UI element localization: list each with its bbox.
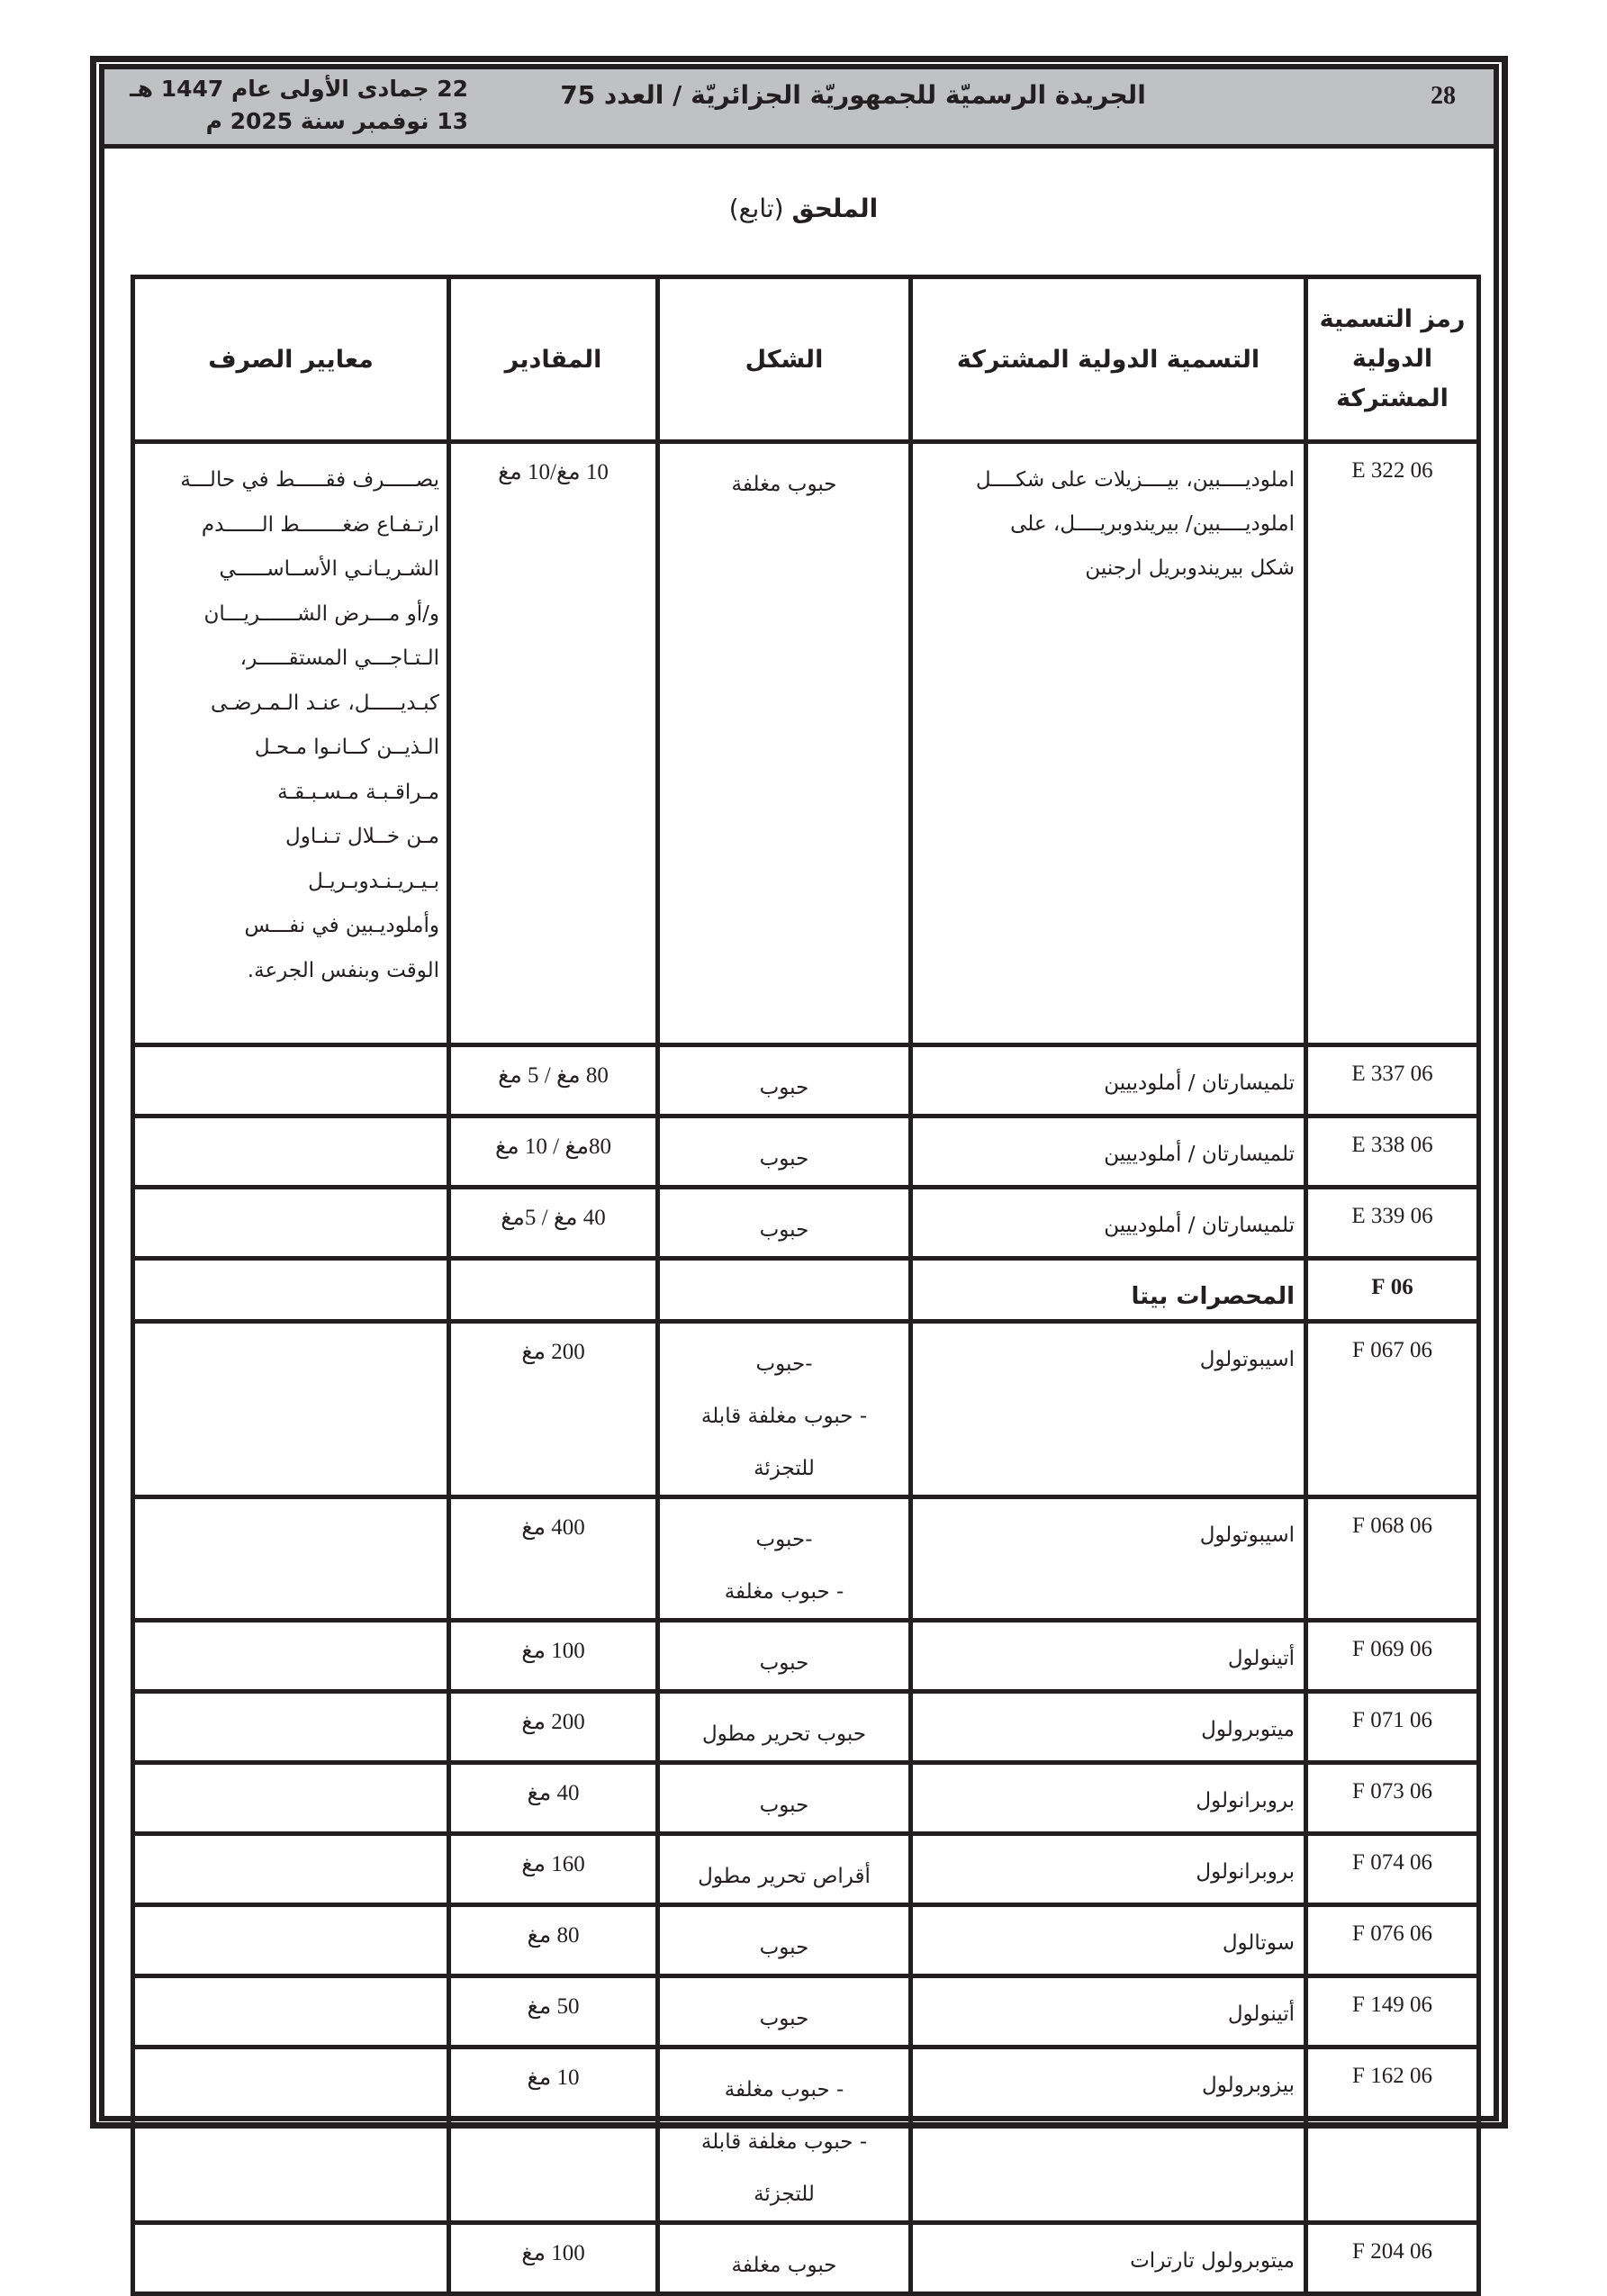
cell-form-line: حبوب تحرير مطول bbox=[701, 1722, 867, 1746]
annex-subtitle: (تابع) bbox=[728, 194, 784, 223]
cell-form bbox=[658, 2047, 911, 2223]
cell-form bbox=[658, 1188, 911, 1259]
table-row bbox=[133, 1045, 1479, 1116]
cell-criteria bbox=[133, 1834, 449, 1905]
cell-form bbox=[658, 1259, 911, 1322]
cell-dci bbox=[911, 1905, 1306, 1976]
medication-table bbox=[131, 275, 1481, 2296]
cell-dci bbox=[911, 1763, 1306, 1834]
cell-criteria-line: الوقت وبنفس الجرعة. bbox=[247, 958, 439, 982]
cell-dose: 80 مغ bbox=[449, 1905, 658, 1976]
cell-code: 06 F 204 bbox=[1306, 2223, 1479, 2294]
annex-heading bbox=[0, 194, 1607, 223]
cell-criteria-line: وأملوديـبين في نفـــس bbox=[244, 914, 439, 937]
cell-dci-line: ميتوبرولول bbox=[1201, 1718, 1295, 1741]
cell-form bbox=[658, 1905, 911, 1976]
cell-form-line: - حبوب مغلفة قابلة bbox=[700, 1405, 868, 1428]
cell-criteria-line: الـذيــن كــانـوا مـحـل bbox=[254, 736, 439, 759]
cell-criteria-line: كبـديـــــل، عنـد الـمـرضـى bbox=[210, 691, 439, 715]
cell-dose: 80 مغ / 5 مغ bbox=[449, 1045, 658, 1116]
cell-criteria bbox=[133, 1497, 449, 1621]
cell-dose: 80مغ / 10 مغ bbox=[449, 1116, 658, 1188]
header-line: الدولية bbox=[1351, 345, 1433, 373]
table-row bbox=[133, 442, 1479, 1045]
cell-form-line: أقراص تحرير مطول bbox=[698, 1865, 871, 1888]
cell-form-line: - حبوب مغلفة bbox=[724, 1580, 844, 1604]
cell-criteria-line: مـن خــلال تـنـاول bbox=[285, 825, 439, 848]
table-body bbox=[133, 442, 1479, 2294]
header-line: رمز التسمية bbox=[1319, 305, 1466, 333]
cell-dci bbox=[911, 1188, 1306, 1259]
cell-code: 06 F 076 bbox=[1306, 1905, 1479, 1976]
cell-dci bbox=[911, 1834, 1306, 1905]
cell-criteria bbox=[133, 1905, 449, 1976]
table-row bbox=[133, 1692, 1479, 1763]
cell-form-line: حبوب مغلفة bbox=[731, 473, 837, 496]
cell-criteria-line: و/أو مـــرض الشــــــريـــان bbox=[203, 601, 439, 626]
cell-code: 06 E 339 bbox=[1306, 1188, 1479, 1259]
cell-code: 06 F 162 bbox=[1306, 2047, 1479, 2223]
cell-form-line: - حبوب مغلفة bbox=[724, 2078, 844, 2102]
cell-form-line: حبوب bbox=[759, 1147, 809, 1171]
cell-form bbox=[658, 1763, 911, 1834]
cell-dose: 100 مغ bbox=[449, 1621, 658, 1692]
column-header-form: الشكل bbox=[658, 277, 911, 442]
cell-dci-line: تلميسارتان / أملودييين bbox=[1104, 1143, 1295, 1166]
table-row bbox=[133, 2047, 1479, 2223]
cell-code: 06 F 071 bbox=[1306, 1692, 1479, 1763]
cell-dci bbox=[911, 2223, 1306, 2294]
cell-code: 06 E 322 bbox=[1306, 442, 1479, 1045]
cell-dose: 200 مغ bbox=[449, 1322, 658, 1497]
cell-form-line: حبوب مغلفة bbox=[731, 2254, 837, 2277]
cell-dose: 200 مغ bbox=[449, 1692, 658, 1763]
cell-code: 06 E 338 bbox=[1306, 1116, 1479, 1188]
cell-dci bbox=[911, 1692, 1306, 1763]
table-row bbox=[133, 2223, 1479, 2294]
annex-title: الملحق bbox=[791, 194, 879, 223]
cell-form bbox=[658, 1116, 911, 1188]
cell-form-line: حبوب bbox=[759, 1936, 809, 1959]
cell-form-line: للتجزئة bbox=[754, 2183, 815, 2206]
cell-code: 06 F 067 bbox=[1306, 1322, 1479, 1497]
cell-dci bbox=[911, 1045, 1306, 1116]
cell-dose: 50 مغ bbox=[449, 1976, 658, 2047]
cell-dose: 400 مغ bbox=[449, 1497, 658, 1621]
cell-dci-line: ميتوبرولول تارترات bbox=[1130, 2249, 1295, 2273]
cell-dci bbox=[911, 1322, 1306, 1497]
cell-dose: 100 مغ bbox=[449, 2223, 658, 2294]
cell-dci-line: سوتالول bbox=[1222, 1931, 1295, 1955]
cell-dci-line: تلميسارتان / أملودييين bbox=[1104, 1071, 1295, 1095]
cell-criteria bbox=[133, 1322, 449, 1497]
cell-criteria bbox=[133, 1259, 449, 1322]
cell-form bbox=[658, 1976, 911, 2047]
cell-code: 06 F 073 bbox=[1306, 1763, 1479, 1834]
cell-dose: 10 مغ/10 مغ bbox=[449, 442, 658, 1045]
table-row bbox=[133, 1834, 1479, 1905]
cell-code: 06 E 337 bbox=[1306, 1045, 1479, 1116]
table-row bbox=[133, 1116, 1479, 1188]
table-row bbox=[133, 1322, 1479, 1497]
cell-code: 06 F 149 bbox=[1306, 1976, 1479, 2047]
issue-date bbox=[117, 73, 468, 138]
cell-dci-line: بيزوبرولول bbox=[1202, 2074, 1295, 2097]
cell-dose bbox=[449, 1259, 658, 1322]
table-row bbox=[133, 1905, 1479, 1976]
cell-code: 06 F 074 bbox=[1306, 1834, 1479, 1905]
column-header-dose: المقادير bbox=[449, 277, 658, 442]
cell-form-line: حبوب bbox=[759, 1076, 809, 1099]
cell-form-line: حبوب bbox=[759, 2007, 809, 2030]
cell-dci-line: اسيبوتولول bbox=[1199, 1523, 1295, 1547]
column-header-code bbox=[1306, 277, 1479, 442]
gregorian-date: 13 نوفمبر سنة 2025 م bbox=[205, 108, 468, 134]
cell-form bbox=[658, 1621, 911, 1692]
cell-dci bbox=[911, 442, 1306, 1045]
header-line: المشتركة bbox=[1336, 384, 1449, 412]
table-row bbox=[133, 1976, 1479, 2047]
cell-form bbox=[658, 1322, 911, 1497]
section-row bbox=[133, 1259, 1479, 1322]
table-row bbox=[133, 1763, 1479, 1834]
cell-criteria-line: الـتـاجـــي المستقـــــر، bbox=[239, 646, 439, 670]
cell-form bbox=[658, 442, 911, 1045]
cell-form bbox=[658, 2223, 911, 2294]
cell-dci bbox=[911, 1259, 1306, 1322]
cell-criteria bbox=[133, 1976, 449, 2047]
cell-form-line: حبوب bbox=[759, 1651, 809, 1675]
cell-dci-line: المحصرات بيتا bbox=[1131, 1283, 1295, 1310]
table-row bbox=[133, 1497, 1479, 1621]
column-header-dci: التسمية الدولية المشتركة bbox=[911, 277, 1306, 442]
journal-header bbox=[104, 69, 1494, 149]
cell-dci bbox=[911, 2047, 1306, 2223]
cell-dose: 160 مغ bbox=[449, 1834, 658, 1905]
cell-dci bbox=[911, 1621, 1306, 1692]
cell-form-line: -حبوب bbox=[755, 1528, 813, 1551]
cell-code: 06 F 069 bbox=[1306, 1621, 1479, 1692]
cell-dose: 40 مغ bbox=[449, 1763, 658, 1834]
cell-dci-line: املوديــــبين، بيــــزيلات على شكــــل bbox=[975, 468, 1295, 492]
cell-criteria bbox=[133, 1621, 449, 1692]
cell-dci-line: شكل بيريندوبريل ارجنين bbox=[1085, 556, 1295, 580]
hijri-date: 22 جمادى الأولى عام 1447 هـ bbox=[130, 76, 468, 102]
cell-dci-line: املوديــــبين/ بيريندوبريــــل، على bbox=[1010, 512, 1295, 536]
column-header-criteria: معايير الصرف bbox=[133, 277, 449, 442]
cell-criteria-line: الشـريـانـي الأســاســـــي bbox=[219, 557, 439, 581]
cell-dci bbox=[911, 1497, 1306, 1621]
cell-criteria-line: ارتـفـاع ضغـــــــط الــــــدم bbox=[201, 512, 439, 537]
cell-dci bbox=[911, 1116, 1306, 1188]
cell-dci-line: أتينولول bbox=[1227, 1647, 1295, 1670]
cell-criteria-line: يصـــــرف فقـــــط في حالـــة bbox=[180, 468, 439, 492]
cell-code: 06 F bbox=[1306, 1259, 1479, 1322]
cell-dci bbox=[911, 1976, 1306, 2047]
cell-form-line: -حبوب bbox=[755, 1352, 813, 1376]
cell-criteria bbox=[133, 442, 449, 1045]
cell-form bbox=[658, 1045, 911, 1116]
cell-code: 06 F 068 bbox=[1306, 1497, 1479, 1621]
cell-criteria bbox=[133, 1045, 449, 1116]
journal-title: الجريدة الرسميّة للجمهوريّة الجزائريّة / العدد 75 bbox=[560, 80, 1146, 110]
table-row bbox=[133, 1621, 1479, 1692]
cell-dci-line: بروبرانولول bbox=[1196, 1789, 1295, 1812]
cell-dose: 10 مغ bbox=[449, 2047, 658, 2223]
cell-criteria-line: بـيـريـنـدوبـريـل bbox=[308, 869, 439, 893]
page-number: 28 bbox=[1431, 82, 1456, 110]
cell-dci-line: اسيبوتولول bbox=[1199, 1348, 1295, 1371]
cell-dci-line: بروبرانولول bbox=[1196, 1860, 1295, 1884]
cell-criteria bbox=[133, 1763, 449, 1834]
table-row bbox=[133, 1188, 1479, 1259]
cell-criteria bbox=[133, 2223, 449, 2294]
cell-criteria bbox=[133, 1116, 449, 1188]
cell-form-line: للتجزئة bbox=[754, 1457, 815, 1480]
table-header-row bbox=[133, 277, 1479, 442]
cell-dose: 40 مغ / 5مغ bbox=[449, 1188, 658, 1259]
cell-criteria bbox=[133, 2047, 449, 2223]
cell-form bbox=[658, 1692, 911, 1763]
cell-form-line: - حبوب مغلفة قابلة bbox=[700, 2130, 868, 2154]
cell-criteria bbox=[133, 1692, 449, 1763]
cell-criteria bbox=[133, 1188, 449, 1259]
cell-dci-line: تلميسارتان / أملودييين bbox=[1104, 1214, 1295, 1237]
cell-form-line: حبوب bbox=[759, 1218, 809, 1242]
cell-form-line: حبوب bbox=[759, 1794, 809, 1817]
cell-form bbox=[658, 1497, 911, 1621]
cell-dci-line: أتينولول bbox=[1227, 2002, 1295, 2026]
cell-criteria-line: مـراقـبـة مـسـبـقـة bbox=[277, 780, 439, 804]
cell-form bbox=[658, 1834, 911, 1905]
